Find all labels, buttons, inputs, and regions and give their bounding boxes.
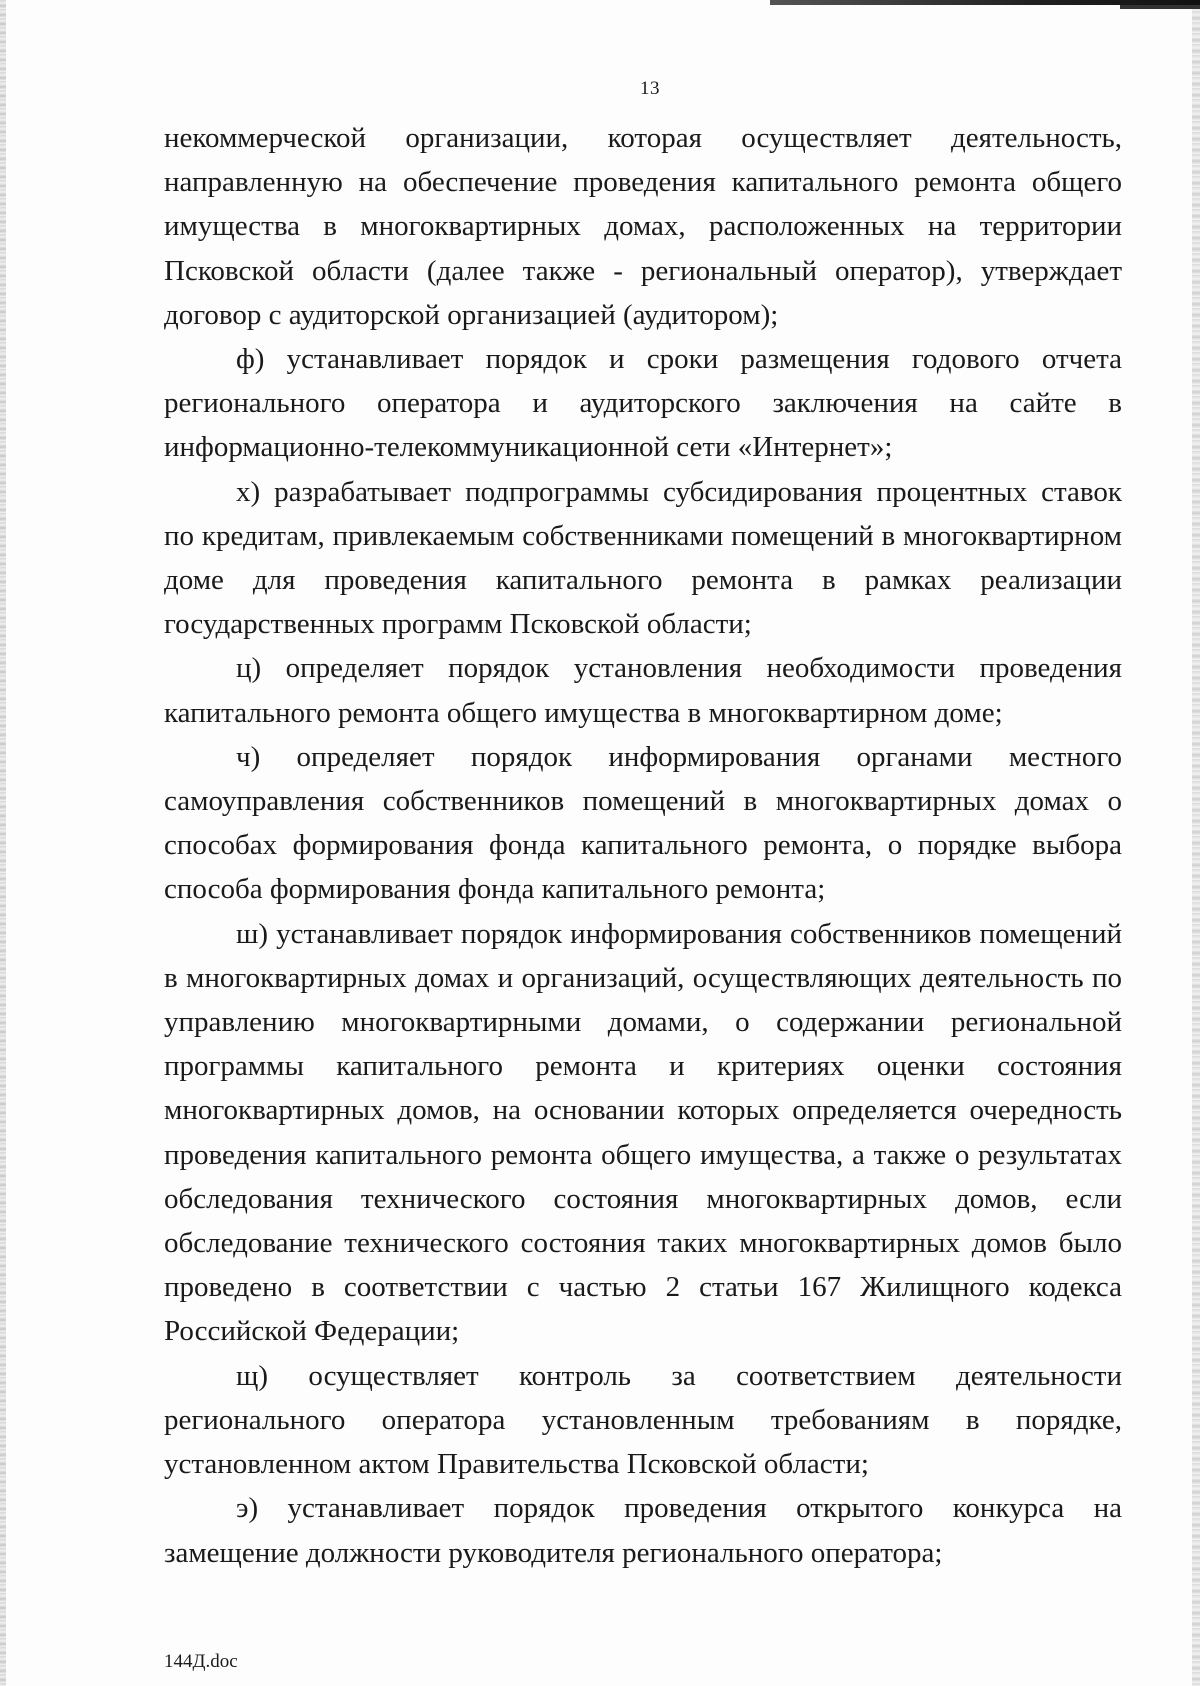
scan-edge-right: [1192, 0, 1200, 1686]
page-number: 13: [640, 78, 660, 99]
paragraph-ts: ц) определяет порядок установления необходимости проведения капитального ремонта общего имущества в многоквартирном доме;: [164, 652, 1122, 729]
paragraph-sh: ш) устанавливает порядок информирования собственников помещений в многоквартирных домах и организаций, осуществляющих деятельность по управлению многоквартирными домами, о содержании региональной программы капитального ремонта и критериях оценки состояния многоквартирных домов, на основании которых определяется очередность проведения капитального ремонта общего имущества, а также о результатах обследования технического состояния многоквартирных домов, если обследование технического состояния таких многоквартирных домов было проведено в соответствии с частью 2 статьи 167 Жилищного кодекса Российской Федерации;: [164, 917, 1122, 1348]
paragraph-shch: щ) осуществляет контроль за соответствием деятельности регионального оператора установленным требованиям в порядке, установленном актом Правительства Псковской области;: [164, 1359, 1122, 1481]
paragraph-f: ф) устанавливает порядок и сроки размещения годового отчета регионального оператора и аудиторского заключения на сайте в информационно-телекоммуникационной сети «Интернет»;: [164, 343, 1122, 464]
paragraph-continued: некоммерческой организации, которая осуществляет деятельность, направленную на обеспечение проведения капитального ремонта общего имущества в многоквартирных домах, расположенных на территории Псковской области (далее также - региональный оператор), утверждает договор с аудиторской организацией (аудитором);: [164, 122, 1122, 331]
document-body: [164, 116, 1122, 1575]
paragraph-e: э) устанавливает порядок проведения открытого конкурса на замещение должности руководителя регионального оператора;: [164, 1492, 1122, 1569]
scan-edge-left: [0, 0, 6, 1686]
scan-top-bar-tail: [1120, 5, 1200, 9]
paragraph-ch: ч) определяет порядок информирования органами местного самоуправления собственников помещений в многоквартирных домах о способах формирования фонда капитального ремонта, о порядке выбора способа формирования фонда капитального ремонта;: [164, 740, 1122, 906]
paragraph-kh: х) разрабатывает подпрограммы субсидирования процентных ставок по кредитам, привлекаемым собственниками помещений в многоквартирном доме для проведения капитального ремонта в рамках реализации государственных программ Псковской области;: [164, 475, 1122, 641]
footer-filename: 144Д.doc: [164, 1651, 238, 1672]
